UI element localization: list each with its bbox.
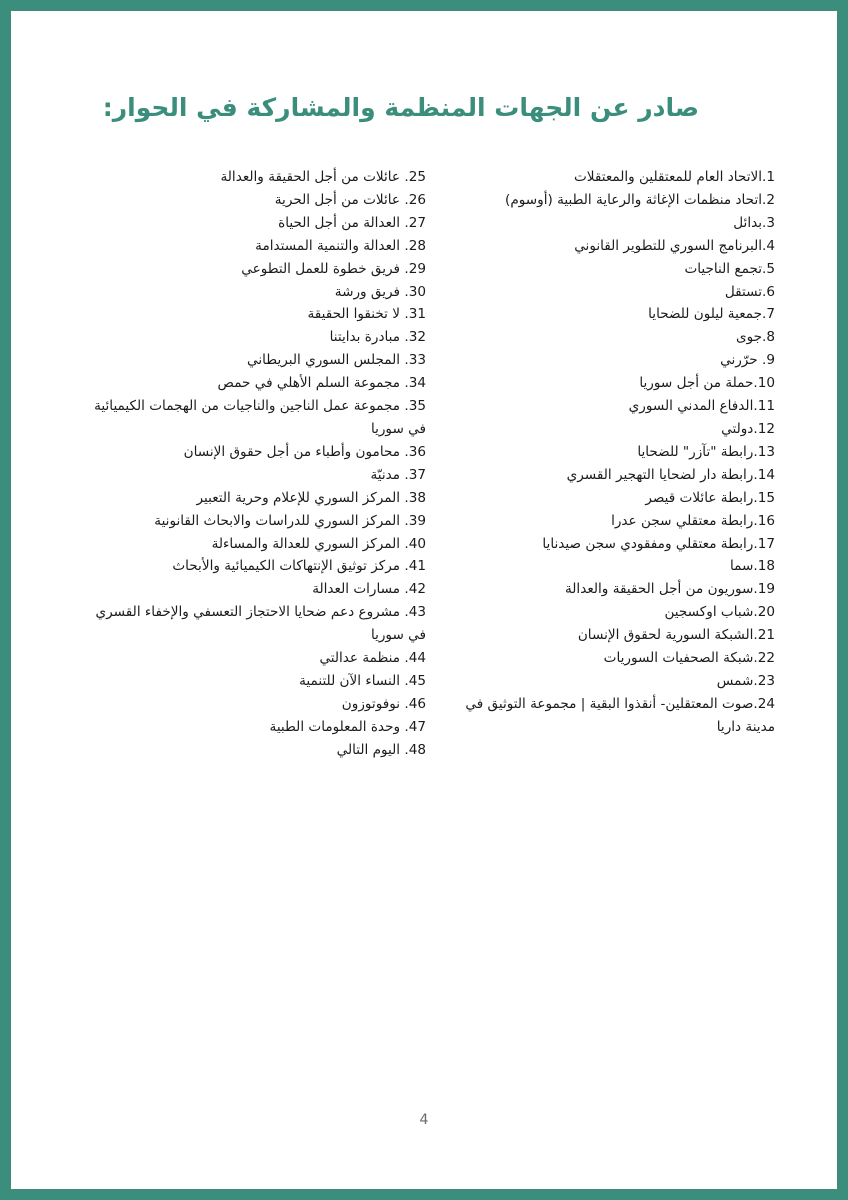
- organization-item: 13.رابطة "تآزر" للضحايا: [637, 443, 775, 460]
- organization-item: 10.حملة من أجل سوريا: [639, 375, 775, 392]
- organization-item: 12.دولتي: [721, 420, 775, 437]
- organization-item: 44. منظمة عدالتي: [319, 650, 426, 667]
- organization-item: 47. وحدة المعلومات الطبية: [269, 718, 426, 735]
- page-number: 4: [419, 1112, 429, 1128]
- organization-item: 40. المركز السوري للعدالة والمساءلة: [211, 535, 426, 552]
- organization-item: 24.صوت المعتقلين- أنقذوا البقية | مجموعة التوثيق في مدينة داريا: [465, 695, 775, 735]
- organization-item: 43. مشروع دعم ضحايا الاحتجاز التعسفي والإخفاء القسري في سوريا: [95, 604, 426, 644]
- organization-item: 22.شبكة الصحفيات السوريات: [603, 650, 775, 667]
- organization-item: 21.الشبكة السورية لحقوق الإنسان: [577, 627, 775, 644]
- organization-item: 19.سوريون من أجل الحقيقة والعدالة: [564, 581, 775, 598]
- organization-item: 3.بدائل: [733, 214, 775, 231]
- organization-item: 25. عائلات من أجل الحقيقة والعدالة: [220, 169, 426, 185]
- organization-item: 28. العدالة والتنمية المستدامة: [255, 237, 426, 254]
- organization-item: 1.الاتحاد العام للمعتقلين والمعتقلات: [573, 169, 775, 185]
- organization-item: 16.رابطة معتقلي سجن عدرا: [611, 512, 775, 529]
- organization-item: 41. مركز توثيق الإنتهاكات الكيميائية والأبحاث: [172, 558, 426, 575]
- organization-item: 11.الدفاع المدني السوري: [628, 398, 775, 415]
- organization-item: 7.جمعية ليلون للضحايا: [648, 306, 775, 323]
- organization-item: 48. اليوم التالي: [336, 741, 426, 758]
- organization-item: 27. العدالة من أجل الحياة: [278, 214, 426, 231]
- organization-item: 31. لا تخنقوا الحقيقة: [307, 306, 426, 323]
- organization-item: 2.اتحاد منظمات الإغاثة والرعاية الطبية (أوسوم): [505, 191, 775, 208]
- page-title: صادر عن الجهات المنظمة والمشاركة في الحوار:: [102, 93, 699, 122]
- organization-item: 32. مبادرة بدايتنا: [329, 329, 426, 346]
- organization-item: 14.رابطة دار لضحايا التهجير القسري: [566, 466, 775, 483]
- organization-item: 20.شباب اوكسجين: [664, 604, 775, 621]
- organization-item: 45. النساء الآن للتنمية: [299, 672, 426, 689]
- organization-item: 8.جوى: [735, 329, 775, 346]
- organization-item: 23.شمس: [716, 672, 775, 689]
- organization-item: 9. حرّرني: [720, 352, 775, 369]
- organization-item: 15.رابطة عائلات قيصر: [645, 489, 775, 506]
- organization-item: 34. مجموعة السلم الأهلي في حمص: [217, 375, 426, 392]
- organization-item: 36. محامون وأطباء من أجل حقوق الإنسان: [183, 443, 426, 460]
- organization-item: 46. نوفوتوزون: [341, 695, 426, 712]
- organization-item: 5.تجمع الناجيات: [684, 260, 775, 277]
- organization-item: 39. المركز السوري للدراسات والابحاث القانونية: [154, 512, 426, 529]
- organization-item: 35. مجموعة عمل الناجين والناجيات من الهجمات الكيميائية في سوريا: [94, 398, 426, 437]
- organization-item: 6.تستقل: [724, 283, 775, 300]
- document-page: [11, 11, 837, 1189]
- organization-item: 33. المجلس السوري البريطاني: [247, 352, 426, 369]
- organizations-list-right: [455, 166, 775, 739]
- organization-item: 4.البرنامج السوري للتطوير القانوني: [574, 237, 775, 254]
- organization-item: 29. فريق خطوة للعمل التطوعي: [241, 260, 426, 277]
- organization-item: 18.سما: [729, 558, 775, 575]
- organization-item: 26. عائلات من أجل الحرية: [274, 191, 426, 208]
- organization-item: 17.رابطة معتقلي ومفقودي سجن صيدنايا: [542, 535, 775, 552]
- organization-item: 37. مدنيّة: [370, 466, 426, 483]
- organizations-list-left: [81, 166, 426, 762]
- organization-item: 42. مسارات العدالة: [312, 581, 426, 598]
- organization-item: 30. فريق ورشة: [334, 283, 426, 300]
- organization-item: 38. المركز السوري للإعلام وحرية التعبير: [196, 489, 426, 506]
